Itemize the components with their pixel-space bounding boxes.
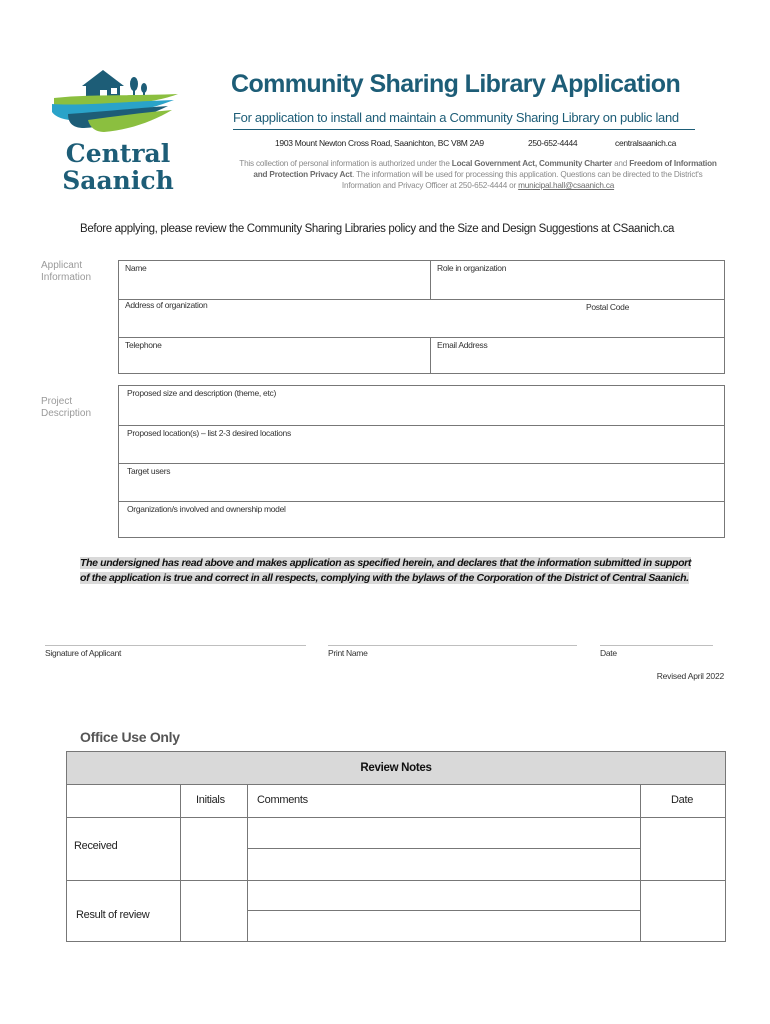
intro-text: Before applying, please review the Community Sharing Libraries policy and the Size and Design Suggestions at CSaanich.ca [80,223,675,235]
location-label: Proposed location(s) – list 2-3 desired locations [127,428,291,438]
table-divider [67,880,725,881]
table-divider [247,910,640,911]
declaration-text: The undersigned has read above and makes application as specified herein, and declares that the information submitted in support of the application is true and correct in all respects, complying with the bylaws of the Corporation of the District of Central Saanich. [80,557,692,584]
website-text: centralsaanich.ca [615,138,677,148]
size-field[interactable] [119,386,724,425]
date-line[interactable] [600,645,713,646]
table-divider [180,785,181,942]
page-subtitle: For application to install and maintain a Community Sharing Library on public land [233,110,679,125]
applicant-section-label: Applicant Information [41,260,92,283]
revised-date: Revised April 2022 [656,671,724,681]
table-divider [247,848,640,849]
central-saanich-logo [48,66,186,200]
office-use-title: Office Use Only [80,729,180,745]
applicant-form [118,260,725,374]
applicant-row-1 [119,261,724,299]
telephone-label: Telephone [125,340,162,350]
organizations-label: Organization/s involved and ownership model [127,504,286,514]
received-label: Received [74,840,118,852]
postal-code-label: Postal Code [586,302,630,312]
role-field[interactable] [430,261,724,299]
size-label: Proposed size and description (theme, etc) [127,388,276,398]
logo-line-1: Central [65,139,171,168]
signature-line[interactable] [45,645,306,646]
table-divider [67,817,725,818]
address-field[interactable] [119,300,724,337]
review-notes-header: Review Notes [67,752,725,785]
comments-header: Comments [257,794,308,806]
target-users-field[interactable] [119,463,724,501]
signature-label: Signature of Applicant [45,648,122,658]
privacy-email-link[interactable]: municipal.hall@csaanich.ca [518,181,615,190]
organizations-field[interactable] [119,501,724,538]
result-of-review-label: Result of review [76,909,150,921]
name-field[interactable] [119,261,430,299]
phone-text: 250-652-4444 [528,138,578,148]
table-divider [247,785,248,942]
page-title: Community Sharing Library Application [231,70,681,98]
print-name-label: Print Name [328,648,368,658]
name-label: Name [125,263,147,273]
email-field[interactable] [430,338,724,374]
applicant-row-2 [119,299,724,337]
initials-header: Initials [196,794,225,806]
date-header: Date [671,794,694,806]
table-divider [640,785,641,942]
address-text: 1903 Mount Newton Cross Road, Saanichton, BC V8M 2A9 [275,138,484,148]
logo-line-2: Saanich [62,166,174,195]
header-divider [233,129,695,130]
role-label: Role in organization [437,263,507,273]
project-section-label: Project Description [41,396,92,419]
applicant-row-3 [119,337,724,374]
print-name-line[interactable] [328,645,577,646]
house-field-icon [48,66,186,140]
date-label: Date [600,648,617,658]
office-use-table [66,751,726,942]
privacy-notice: This collection of personal information is authorized under the Local Government Act, Community Charter and Freedom of Information and Protection Privacy Act. The information will be used for processing this application. Questions can be directed to the District's Information and Privacy Officer at 250-652-4444 or municipal.hall@csaanich.ca [239,159,717,190]
project-form [118,385,725,538]
address-label: Address of organization [125,300,208,310]
email-label: Email Address [437,340,488,350]
telephone-field[interactable] [119,338,430,374]
location-field[interactable] [119,425,724,463]
target-users-label: Target users [127,466,171,476]
